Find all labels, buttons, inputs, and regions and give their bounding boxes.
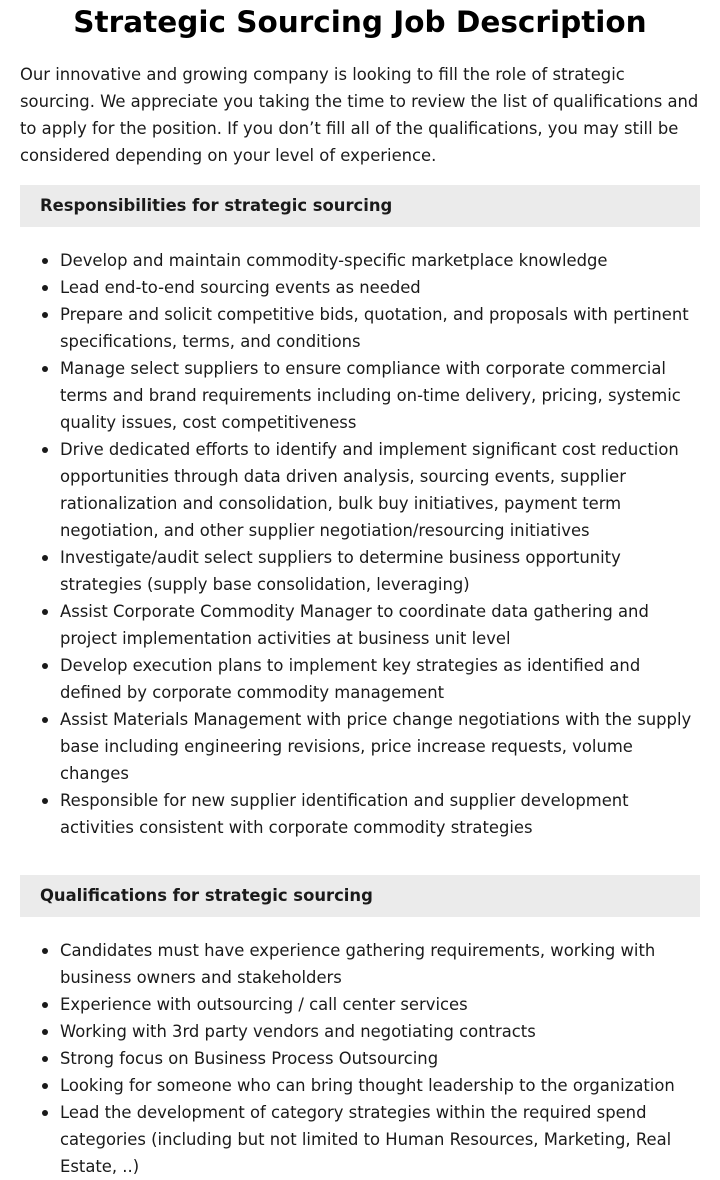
list-item: Prepare and solicit competitive bids, quotation, and proposals with pertinent specifications, terms, and conditions <box>20 301 700 355</box>
list-item: Responsible for new supplier identification and supplier development activities consistent with corporate commodity strategies <box>20 787 700 841</box>
responsibilities-header: Responsibilities for strategic sourcing <box>20 185 700 227</box>
qualifications-header: Qualifications for strategic sourcing <box>20 875 700 917</box>
list-item: Strong focus on Business Process Outsourcing <box>20 1045 700 1072</box>
list-item: Looking for someone who can bring thought leadership to the organization <box>20 1072 700 1099</box>
list-item: Investigate/audit select suppliers to determine business opportunity strategies (supply base consolidation, leveraging) <box>20 544 700 598</box>
intro-paragraph: Our innovative and growing company is looking to fill the role of strategic sourcing. We appreciate you taking the time to review the list of qualifications and to apply for the position. If you don’t fill all of the qualifications, you may still be considered depending on your level of experience. <box>20 65 699 165</box>
qualifications-list <box>20 937 700 1180</box>
list-item: Develop and maintain commodity-specific marketplace knowledge <box>20 247 700 274</box>
list-item: Lead end-to-end sourcing events as needed <box>20 274 700 301</box>
list-item: Candidates must have experience gathering requirements, working with business owners and stakeholders <box>20 937 700 991</box>
list-item: Manage select suppliers to ensure compliance with corporate commercial terms and brand requirements including on-time delivery, pricing, systemic quality issues, cost competitiveness <box>20 355 700 436</box>
list-item: Develop execution plans to implement key strategies as identified and defined by corporate commodity management <box>20 652 700 706</box>
list-item: Assist Materials Management with price change negotiations with the supply base including engineering revisions, price increase requests, volume changes <box>20 706 700 787</box>
list-item: Working with 3rd party vendors and negotiating contracts <box>20 1018 700 1045</box>
list-item: Lead the development of category strategies within the required spend categories (including but not limited to Human Resources, Marketing, Real Estate, ..) <box>20 1099 700 1180</box>
list-item: Experience with outsourcing / call center services <box>20 991 700 1018</box>
list-item: Drive dedicated efforts to identify and implement significant cost reduction opportunities through data driven analysis, sourcing events, supplier rationalization and consolidation, bulk buy initiatives, payment term negotiation, and other supplier negotiation/resourcing initiatives <box>20 436 700 544</box>
spacer <box>20 841 700 859</box>
list-item: Assist Corporate Commodity Manager to coordinate data gathering and project implementation activities at business unit level <box>20 598 700 652</box>
responsibilities-list <box>20 247 700 841</box>
page-title: Strategic Sourcing Job Description <box>73 5 647 39</box>
